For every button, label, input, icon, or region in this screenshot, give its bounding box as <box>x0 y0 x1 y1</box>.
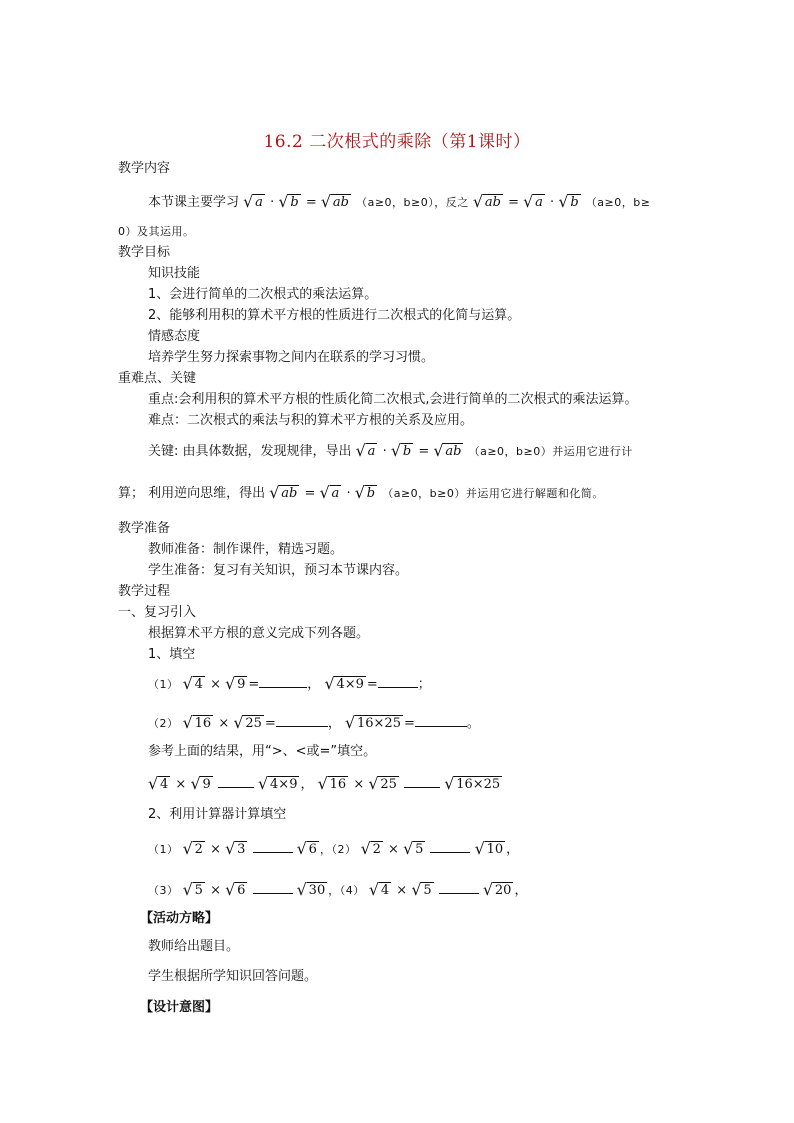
process-fill-heading: 1、填空 <box>148 647 196 662</box>
sqrt-4x9: √ 4×9 <box>259 776 299 793</box>
keypoint-difficulty: 难点：二次根式的乘法与积的算术平方根的关系及应用。 <box>148 413 474 428</box>
compare-blank[interactable] <box>404 775 440 788</box>
sqrt-5: √ 5 <box>404 841 425 858</box>
goal-skills-heading: 知识技能 <box>148 266 201 281</box>
sqrt-5: √ 5 <box>412 882 433 899</box>
answer-blank[interactable] <box>259 675 307 688</box>
sqrt-b-2: √ b <box>559 194 580 211</box>
sqrt-ab-3: √ ab <box>434 443 463 460</box>
sqrt-ab: √ ab <box>322 194 351 211</box>
sqrt-5: √ 5 <box>184 882 205 899</box>
sqrt-a-4: √ a <box>321 485 342 502</box>
calc-blank[interactable] <box>439 881 479 894</box>
activity-teacher: 教师给出题目。 <box>148 939 240 954</box>
content-continuation: 0）及其运用。 <box>118 225 195 238</box>
sqrt-9: √ 9 <box>191 776 212 793</box>
keypoint-key-line: 关键: 由具体数据，发现规律，导出 √ a · √ b = √ ab （a≥0，b≥0）并运用它进行计 <box>148 443 633 461</box>
sqrt-a-2: √ a <box>524 194 545 211</box>
sqrt-25: √ 25 <box>369 776 399 793</box>
page-title: 16.2 二次根式的乘除（第1课时） <box>263 132 531 152</box>
sqrt-16: √ 16 <box>319 776 349 793</box>
keypoint-focus: 重点:会利用积的算术平方根的性质化简二次根式,会进行简单的二次根式的乘法运算。 <box>148 392 638 407</box>
sqrt-a-3: √ a <box>357 443 378 460</box>
calc-heading: 2、利用计算器计算填空 <box>148 807 287 822</box>
answer-blank[interactable] <box>415 714 467 727</box>
section-heading-process: 教学过程 <box>118 584 171 599</box>
sqrt-b-3: √ b <box>392 443 413 460</box>
goal-item-3: 培养学生努力探索事物之间内在联系的学习习惯。 <box>148 350 435 365</box>
sqrt-6: √ 6 <box>298 841 319 858</box>
goal-emotion-heading: 情感态度 <box>148 329 201 344</box>
sqrt-25: √ 25 <box>234 715 264 732</box>
answer-blank[interactable] <box>276 714 328 727</box>
calc-row-2: （3） √ 5 × √ 6 √ 30 ，（4） √ 4 × √ 5 √ 20 ， <box>148 881 527 900</box>
process-instruction: 根据算术平方根的意义完成下列各题。 <box>148 626 370 641</box>
sqrt-20: √ 20 <box>484 882 514 899</box>
section-heading-goals: 教学目标 <box>118 245 171 260</box>
sqrt-16: √ 16 <box>184 715 214 732</box>
calc-row-1: （1） √ 2 × √ 3 √ 6 ，（2） √ 2 × √ 5 √ 10 ， <box>148 840 519 859</box>
sqrt-2: √ 2 <box>184 841 205 858</box>
intro-text: 本节课主要学习 <box>148 195 240 210</box>
goal-item-1: 1、会进行简单的二次根式的乘法运算。 <box>148 287 378 302</box>
sqrt-4: √ 4 <box>370 882 391 899</box>
sqrt-16x25: √ 16×25 <box>346 715 403 732</box>
sqrt-ab-2: √ ab <box>474 194 503 211</box>
sqrt-3: √ 3 <box>226 841 247 858</box>
activity-student: 学生根据所学知识回答问题。 <box>148 969 318 984</box>
answer-blank[interactable] <box>378 675 418 688</box>
section-heading-prep: 教学准备 <box>118 521 171 536</box>
prep-student: 学生准备：复习有关知识，预习本节课内容。 <box>148 563 409 578</box>
calc-blank[interactable] <box>430 840 470 853</box>
sqrt-6: √ 6 <box>226 882 247 899</box>
activity-heading: 【活动方略】 <box>140 911 219 926</box>
sqrt-a: √ a <box>244 194 265 211</box>
compare-instruction: 参考上面的结果，用“>、<或=”填空。 <box>148 744 377 759</box>
section-heading-content: 教学内容 <box>118 161 171 176</box>
keypoint-key-continuation: 算； 利用逆向思维，得出 √ ab = √ a · √ b （a≥0，b≥0）并运用它进行解题和化简。 <box>118 485 604 503</box>
sqrt-4x9: √ 4×9 <box>325 676 365 693</box>
sqrt-9: √ 9 <box>226 676 247 693</box>
sqrt-30: √ 30 <box>298 882 328 899</box>
sqrt-10: √ 10 <box>476 841 506 858</box>
prep-teacher: 教师准备：制作课件，精选习题。 <box>148 542 344 557</box>
design-heading: 【设计意图】 <box>140 1000 219 1015</box>
sqrt-b-4: √ b <box>356 485 377 502</box>
calc-blank[interactable] <box>253 840 293 853</box>
sqrt-4: √ 4 <box>184 676 205 693</box>
content-intro-line: 本节课主要学习 √ a · √ b = √ ab （a≥0，b≥0），反之 √ ab = √ a · √ b （a≥0，b≥ <box>148 194 650 212</box>
compare-blank[interactable] <box>218 775 254 788</box>
sqrt-b: √ b <box>279 194 300 211</box>
compare-row: √ 4 × √ 9 √ 4×9 ， √ 16 × √ 25 √ 16×25 <box>148 775 503 794</box>
section-heading-keypoints: 重难点、关键 <box>118 371 197 386</box>
goal-item-2: 2、能够利用积的算术平方根的性质进行二次根式的化简与运算。 <box>148 308 521 323</box>
sqrt-16x25: √ 16×25 <box>445 776 502 793</box>
sqrt-2: √ 2 <box>362 841 383 858</box>
fill-question-1: （1） √ 4 × √ 9 = ， √ 4×9 = ； <box>148 675 431 694</box>
process-review: 一、复习引入 <box>118 605 197 620</box>
fill-question-2: （2） √ 16 × √ 25 = ， √ 16×25 = 。 <box>148 714 480 733</box>
sqrt-ab-4: √ ab <box>270 485 299 502</box>
sqrt-4: √ 4 <box>149 776 170 793</box>
calc-blank[interactable] <box>253 881 293 894</box>
